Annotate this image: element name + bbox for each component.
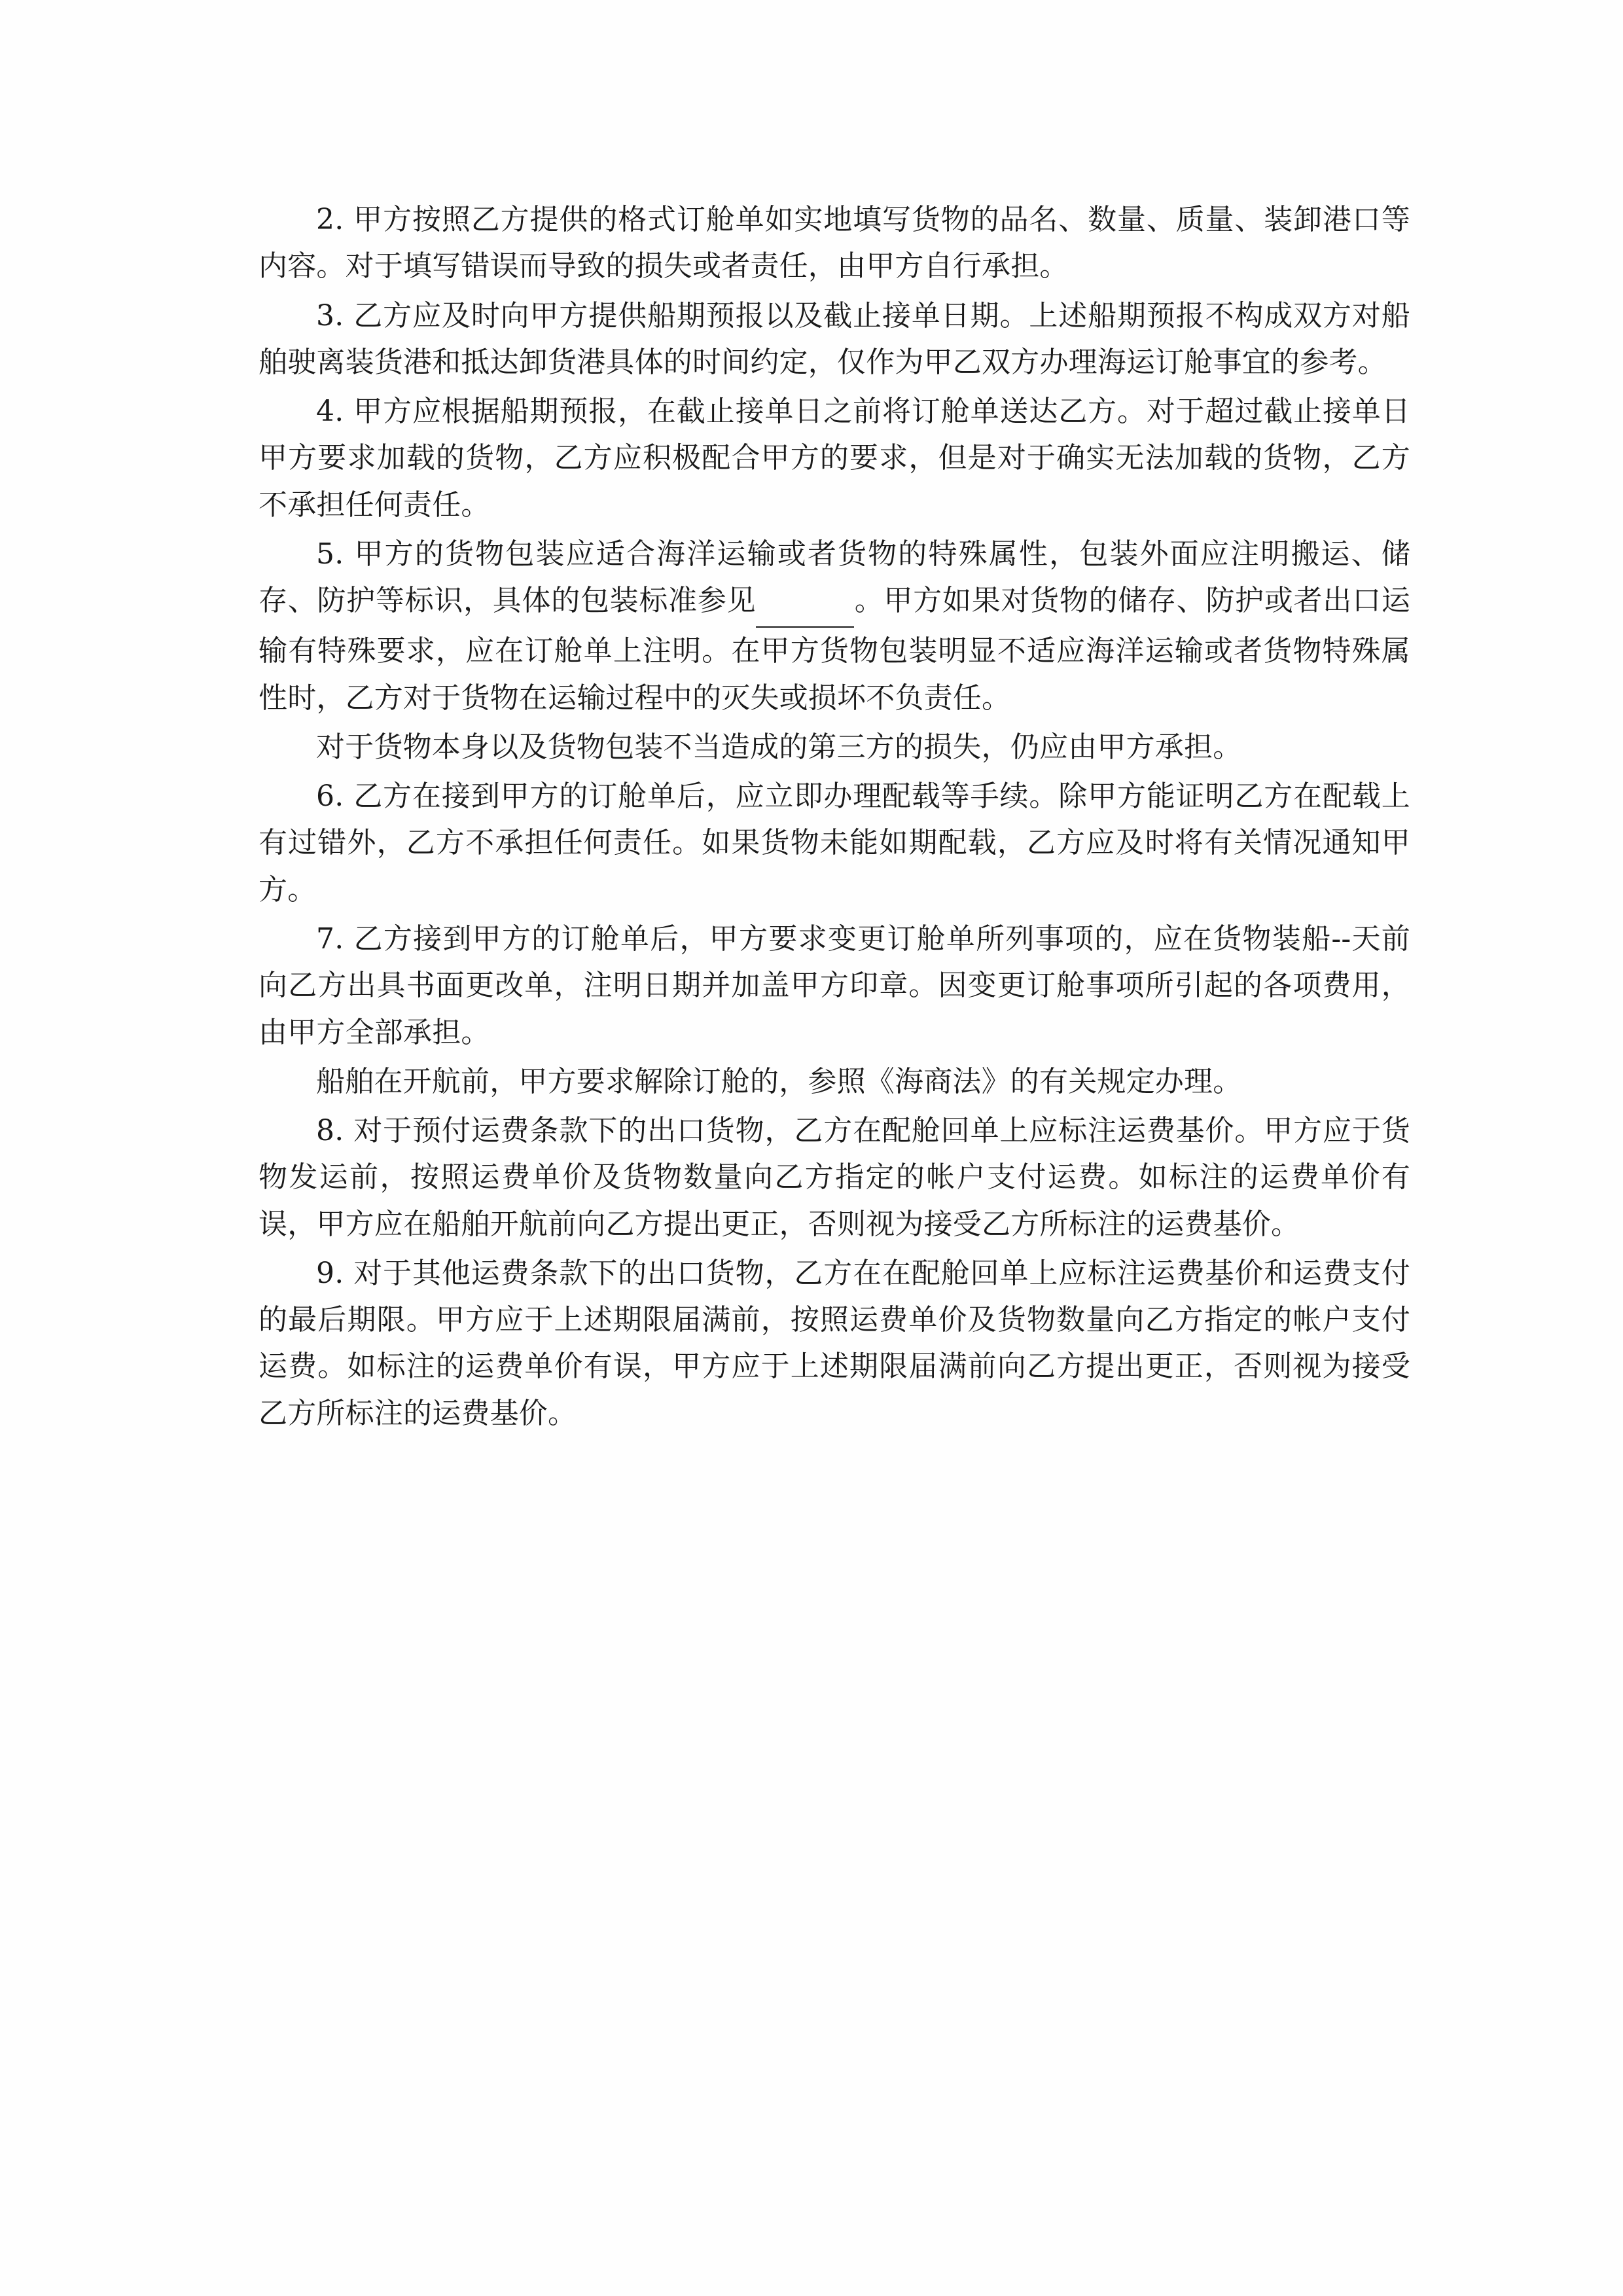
contract-clause-6: 6. 乙方在接到甲方的订舱单后，应立即办理配载等手续。除甲方能证明乙方在配载上有过错外，乙方不承担任何责任。如果货物未能如期配载，乙方应及时将有关情况通知甲方。 [259, 780, 1410, 906]
clause-5-text-before: 5. 甲方的货物包装应适合海洋运输或者货物的特殊属性，包装外面应注明搬运、储存、防护等标识，具体的包装标准参见 [259, 537, 1410, 618]
fill-in-blank[interactable] [756, 580, 854, 628]
document-body [259, 196, 1410, 1437]
contract-clause-3: 3. 乙方应及时向甲方提供船期预报以及截止接单日期。上述船期预报不构成双方对船舶驶离装货港和抵达卸货港具体的时间约定，仅作为甲乙双方办理海运订舱事宜的参考。 [259, 298, 1410, 379]
contract-clause-4: 4. 甲方应根据船期预报，在截止接单日之前将订舱单送达乙方。对于超过截止接单日甲方要求加载的货物，乙方应积极配合甲方的要求，但是对于确实无法加载的货物，乙方不承担任何责任。 [259, 395, 1410, 522]
contract-clause-5-continued: 对于货物本身以及货物包装不当造成的第三方的损失，仍应由甲方承担。 [316, 730, 1242, 764]
contract-clause-7-continued: 船舶在开航前，甲方要求解除订舱的，参照《海商法》的有关规定办理。 [316, 1064, 1242, 1098]
contract-clause-7: 7. 乙方接到甲方的订舱单后，甲方要求变更订舱单所列事项的，应在货物装船--天前向乙方出具书面更改单，注明日期并加盖甲方印章。因变更订舱事项所引起的各项费用，由甲方全部承担。 [259, 922, 1410, 1049]
contract-clause-9: 9. 对于其他运费条款下的出口货物，乙方在在配舱回单上应标注运费基价和运费支付的最后期限。甲方应于上述期限届满前，按照运费单价及货物数量向乙方指定的帐户支付运费。如标注的运费单价有误，甲方应于上述期限届满前向乙方提出更正，否则视为接受乙方所标注的运费基价。 [259, 1256, 1410, 1430]
contract-clause-5 [259, 531, 1410, 721]
contract-clause-2: 2. 甲方按照乙方提供的格式订舱单如实地填写货物的品名、数量、质量、装卸港口等内容。对于填写错误而导致的损失或者责任，由甲方自行承担。 [259, 203, 1410, 283]
contract-clause-8: 8. 对于预付运费条款下的出口货物，乙方在配舱回单上应标注运费基价。甲方应于货物发运前，按照运费单价及货物数量向乙方指定的帐户支付运费。如标注的运费单价有误，甲方应在船舶开航前向乙方提出更正，否则视为接受乙方所标注的运费基价。 [259, 1114, 1410, 1241]
clause-5-text-after: 。甲方如果对货物的储存、防护或者出口运输有特殊要求，应在订舱单上注明。在甲方货物包装明显不适应海洋运输或者货物特殊属性时，乙方对于货物在运输过程中的灭失或损坏不负责任。 [259, 584, 1410, 715]
